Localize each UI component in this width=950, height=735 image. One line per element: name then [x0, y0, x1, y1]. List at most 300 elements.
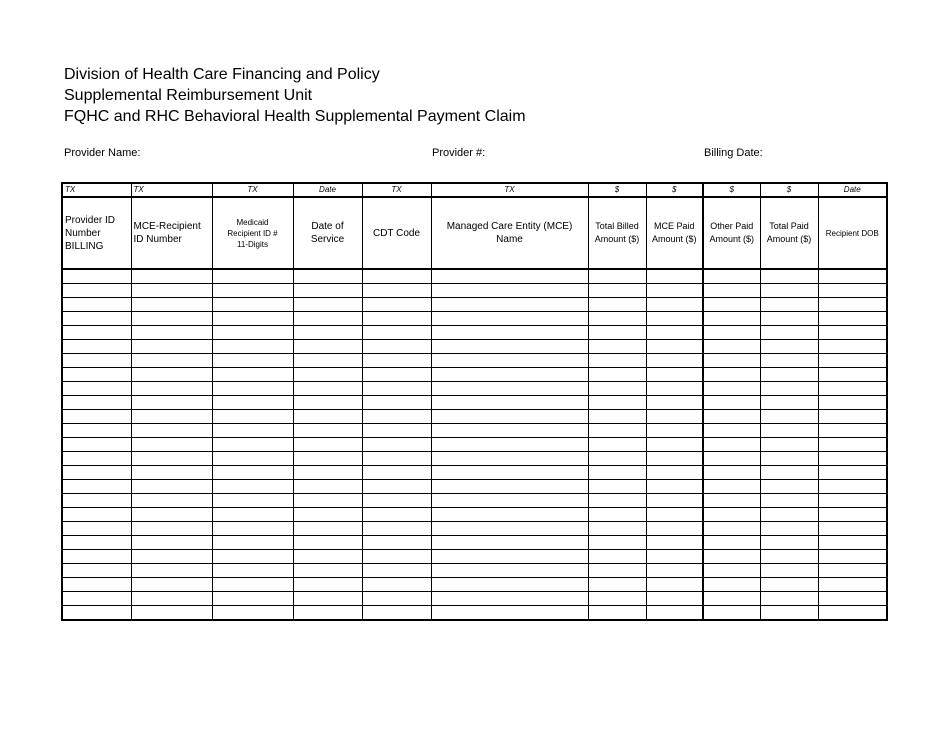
entry-cell[interactable] [131, 452, 212, 466]
entry-cell[interactable] [362, 410, 431, 424]
entry-cell[interactable] [212, 269, 293, 284]
entry-cell[interactable] [588, 536, 646, 550]
entry-cell[interactable] [62, 606, 131, 621]
entry-cell[interactable] [431, 396, 588, 410]
entry-cell[interactable] [431, 592, 588, 606]
entry-cell[interactable] [760, 494, 818, 508]
entry-cell[interactable] [293, 480, 362, 494]
entry-cell[interactable] [362, 480, 431, 494]
table-row [62, 424, 887, 438]
entry-cell[interactable] [62, 466, 131, 480]
table-row [62, 508, 887, 522]
entry-cell[interactable] [646, 536, 703, 550]
entry-cell[interactable] [62, 508, 131, 522]
entry-cell[interactable] [703, 592, 760, 606]
entry-cell[interactable] [588, 312, 646, 326]
entry-cell[interactable] [588, 396, 646, 410]
entry-cell[interactable] [212, 424, 293, 438]
entry-cell[interactable] [293, 578, 362, 592]
entry-cell[interactable] [212, 410, 293, 424]
table-row [62, 396, 887, 410]
entry-cell[interactable] [431, 269, 588, 284]
entry-cell[interactable] [818, 438, 887, 452]
entry-cell[interactable] [62, 269, 131, 284]
entry-cell[interactable] [293, 494, 362, 508]
entry-cell[interactable] [362, 466, 431, 480]
entry-cell[interactable] [646, 284, 703, 298]
entry-cell[interactable] [588, 592, 646, 606]
entry-cell[interactable] [760, 298, 818, 312]
entry-cell[interactable] [646, 564, 703, 578]
entry-cell[interactable] [646, 396, 703, 410]
table-row [62, 382, 887, 396]
entry-cell[interactable] [646, 424, 703, 438]
entry-cell[interactable] [703, 466, 760, 480]
entry-cell[interactable] [588, 410, 646, 424]
entry-cell[interactable] [646, 354, 703, 368]
entry-cell[interactable] [760, 312, 818, 326]
entry-cell[interactable] [818, 606, 887, 621]
entry-cell[interactable] [62, 340, 131, 354]
entry-cell[interactable] [760, 592, 818, 606]
entry-cell[interactable] [703, 522, 760, 536]
format-cell: TX [131, 183, 212, 197]
entry-cell[interactable] [293, 508, 362, 522]
entry-cell[interactable] [818, 340, 887, 354]
entry-cell[interactable] [588, 578, 646, 592]
entry-cell[interactable] [62, 494, 131, 508]
entry-cell[interactable] [646, 340, 703, 354]
entry-cell[interactable] [212, 382, 293, 396]
entry-cell[interactable] [760, 480, 818, 494]
entry-cell[interactable] [362, 340, 431, 354]
entry-cell[interactable] [760, 340, 818, 354]
entry-cell[interactable] [588, 284, 646, 298]
entry-cell[interactable] [646, 269, 703, 284]
entry-cell[interactable] [703, 564, 760, 578]
entry-cell[interactable] [131, 340, 212, 354]
entry-cell[interactable] [293, 312, 362, 326]
format-cell: Date [818, 183, 887, 197]
table-row [62, 550, 887, 564]
entry-cell[interactable] [760, 466, 818, 480]
entry-cell[interactable] [703, 354, 760, 368]
entry-cell[interactable] [818, 494, 887, 508]
entry-cell[interactable] [588, 438, 646, 452]
entry-cell[interactable] [646, 466, 703, 480]
entry-cell[interactable] [131, 550, 212, 564]
entry-cell[interactable] [131, 298, 212, 312]
entry-cell[interactable] [703, 340, 760, 354]
entry-cell[interactable] [818, 452, 887, 466]
entry-cell[interactable] [818, 269, 887, 284]
entry-cell[interactable] [293, 466, 362, 480]
entry-cell[interactable] [131, 578, 212, 592]
entry-cell[interactable] [646, 312, 703, 326]
entry-cell[interactable] [818, 508, 887, 522]
entry-cell[interactable] [431, 312, 588, 326]
entry-cell[interactable] [293, 340, 362, 354]
entry-cell[interactable] [62, 410, 131, 424]
entry-cell[interactable] [703, 536, 760, 550]
entry-cell[interactable] [62, 578, 131, 592]
entry-cell[interactable] [760, 606, 818, 621]
entry-cell[interactable] [646, 410, 703, 424]
entry-cell[interactable] [131, 564, 212, 578]
entry-cell[interactable] [212, 494, 293, 508]
entry-cell[interactable] [62, 396, 131, 410]
entry-cell[interactable] [212, 326, 293, 340]
entry-cell[interactable] [703, 606, 760, 621]
entry-cell[interactable] [293, 564, 362, 578]
entry-cell[interactable] [760, 438, 818, 452]
entry-cell[interactable] [431, 606, 588, 621]
entry-cell[interactable] [588, 550, 646, 564]
entry-cell[interactable] [760, 508, 818, 522]
entry-cell[interactable] [212, 536, 293, 550]
entry-cell[interactable] [362, 536, 431, 550]
entry-cell[interactable] [646, 452, 703, 466]
format-cell: $ [588, 183, 646, 197]
entry-cell[interactable] [293, 606, 362, 621]
entry-cell[interactable] [818, 522, 887, 536]
entry-cell[interactable] [818, 396, 887, 410]
entry-cell[interactable] [588, 466, 646, 480]
entry-cell[interactable] [362, 522, 431, 536]
entry-cell[interactable] [760, 522, 818, 536]
entry-cell[interactable] [818, 284, 887, 298]
entry-cell[interactable] [431, 536, 588, 550]
entry-cell[interactable] [131, 536, 212, 550]
entry-cell[interactable] [362, 269, 431, 284]
entry-cell[interactable] [131, 424, 212, 438]
entry-cell[interactable] [760, 452, 818, 466]
entry-cell[interactable] [131, 326, 212, 340]
entry-cell[interactable] [131, 466, 212, 480]
entry-cell[interactable] [62, 536, 131, 550]
entry-cell[interactable] [588, 340, 646, 354]
entry-cell[interactable] [646, 298, 703, 312]
entry-cell[interactable] [703, 368, 760, 382]
entry-cell[interactable] [818, 550, 887, 564]
entry-cell[interactable] [760, 396, 818, 410]
entry-cell[interactable] [62, 298, 131, 312]
entry-cell[interactable] [362, 382, 431, 396]
entry-cell[interactable] [362, 578, 431, 592]
entry-cell[interactable] [212, 578, 293, 592]
entry-cell[interactable] [362, 298, 431, 312]
entry-cell[interactable] [62, 522, 131, 536]
entry-cell[interactable] [212, 284, 293, 298]
table-row [62, 326, 887, 340]
entry-cell[interactable] [131, 592, 212, 606]
entry-cell[interactable] [62, 354, 131, 368]
entry-cell[interactable] [818, 298, 887, 312]
entry-cell[interactable] [293, 368, 362, 382]
entry-cell[interactable] [818, 424, 887, 438]
col-header-mce-paid: MCE Paid Amount ($) [646, 197, 703, 269]
entry-cell[interactable] [362, 326, 431, 340]
format-row [62, 183, 887, 197]
entry-cell[interactable] [293, 269, 362, 284]
entry-cell[interactable] [431, 452, 588, 466]
entry-cell[interactable] [703, 438, 760, 452]
entry-cell[interactable] [646, 494, 703, 508]
entry-cell[interactable] [212, 606, 293, 621]
entry-cell[interactable] [703, 298, 760, 312]
entry-cell[interactable] [362, 312, 431, 326]
entry-cell[interactable] [588, 494, 646, 508]
entry-cell[interactable] [293, 284, 362, 298]
entry-cell[interactable] [588, 354, 646, 368]
entry-cell[interactable] [760, 578, 818, 592]
entry-cell[interactable] [646, 550, 703, 564]
entry-cell[interactable] [212, 480, 293, 494]
entry-cell[interactable] [818, 536, 887, 550]
entry-cell[interactable] [212, 592, 293, 606]
entry-cell[interactable] [293, 536, 362, 550]
entry-cell[interactable] [131, 382, 212, 396]
entry-cell[interactable] [818, 368, 887, 382]
entry-cell[interactable] [293, 354, 362, 368]
entry-cell[interactable] [646, 326, 703, 340]
format-cell: $ [703, 183, 760, 197]
entry-cell[interactable] [588, 522, 646, 536]
entry-cell[interactable] [588, 606, 646, 621]
entry-cell[interactable] [131, 494, 212, 508]
entry-cell[interactable] [293, 382, 362, 396]
entry-cell[interactable] [293, 438, 362, 452]
entry-cell[interactable] [212, 438, 293, 452]
claim-table [61, 182, 888, 621]
division-title: Division of Health Care Financing and Policy [64, 66, 380, 83]
entry-cell[interactable] [588, 368, 646, 382]
entry-cell[interactable] [293, 298, 362, 312]
table-row [62, 410, 887, 424]
entry-cell[interactable] [431, 298, 588, 312]
entry-cell[interactable] [818, 592, 887, 606]
entry-cell[interactable] [62, 368, 131, 382]
table-row [62, 298, 887, 312]
entry-cell[interactable] [131, 410, 212, 424]
table-row [62, 284, 887, 298]
entry-cell[interactable] [362, 354, 431, 368]
entry-cell[interactable] [62, 452, 131, 466]
entry-cell[interactable] [646, 438, 703, 452]
entry-cell[interactable] [588, 508, 646, 522]
entry-cell[interactable] [760, 550, 818, 564]
entry-cell[interactable] [431, 578, 588, 592]
entry-cell[interactable] [588, 269, 646, 284]
entry-cell[interactable] [431, 410, 588, 424]
entry-cell[interactable] [293, 550, 362, 564]
entry-cell[interactable] [431, 368, 588, 382]
entry-cell[interactable] [362, 424, 431, 438]
entry-cell[interactable] [431, 284, 588, 298]
entry-cell[interactable] [212, 508, 293, 522]
entry-cell[interactable] [818, 312, 887, 326]
entry-cell[interactable] [362, 452, 431, 466]
entry-cell[interactable] [212, 312, 293, 326]
entry-cell[interactable] [362, 396, 431, 410]
table-row [62, 466, 887, 480]
entry-cell[interactable] [293, 424, 362, 438]
entry-cell[interactable] [431, 550, 588, 564]
entry-cell[interactable] [212, 522, 293, 536]
entry-cell[interactable] [588, 480, 646, 494]
entry-cell[interactable] [818, 480, 887, 494]
entry-cell[interactable] [703, 578, 760, 592]
entry-cell[interactable] [646, 368, 703, 382]
entry-cell[interactable] [760, 354, 818, 368]
entry-cell[interactable] [293, 410, 362, 424]
entry-cell[interactable] [431, 494, 588, 508]
entry-cell[interactable] [703, 382, 760, 396]
entry-cell[interactable] [131, 312, 212, 326]
entry-cell[interactable] [760, 564, 818, 578]
entry-cell[interactable] [818, 382, 887, 396]
entry-cell[interactable] [646, 508, 703, 522]
entry-cell[interactable] [588, 382, 646, 396]
entry-cell[interactable] [431, 522, 588, 536]
entry-cell[interactable] [293, 326, 362, 340]
entry-cell[interactable] [588, 326, 646, 340]
entry-cell[interactable] [818, 466, 887, 480]
entry-cell[interactable] [431, 480, 588, 494]
entry-cell[interactable] [646, 606, 703, 621]
entry-cell[interactable] [293, 522, 362, 536]
entry-cell[interactable] [588, 452, 646, 466]
provider-name-label: Provider Name: [64, 147, 141, 159]
entry-cell[interactable] [212, 368, 293, 382]
entry-cell[interactable] [818, 578, 887, 592]
entry-cell[interactable] [703, 424, 760, 438]
entry-cell[interactable] [131, 368, 212, 382]
entry-cell[interactable] [131, 438, 212, 452]
billing-date-label: Billing Date: [704, 147, 763, 159]
entry-cell[interactable] [131, 284, 212, 298]
entry-cell[interactable] [212, 396, 293, 410]
entry-cell[interactable] [646, 480, 703, 494]
entry-cell[interactable] [62, 550, 131, 564]
entry-cell[interactable] [703, 284, 760, 298]
entry-cell[interactable] [62, 438, 131, 452]
entry-cell[interactable] [62, 424, 131, 438]
entry-cell[interactable] [431, 354, 588, 368]
entry-cell[interactable] [588, 564, 646, 578]
entry-cell[interactable] [212, 340, 293, 354]
entry-cell[interactable] [431, 326, 588, 340]
entry-cell[interactable] [703, 550, 760, 564]
entry-cell[interactable] [431, 466, 588, 480]
format-cell: $ [646, 183, 703, 197]
entry-cell[interactable] [293, 452, 362, 466]
entry-cell[interactable] [818, 410, 887, 424]
entry-cell[interactable] [760, 269, 818, 284]
entry-cell[interactable] [212, 564, 293, 578]
entry-cell[interactable] [293, 396, 362, 410]
entry-cell[interactable] [62, 564, 131, 578]
entry-cell[interactable] [703, 452, 760, 466]
entry-cell[interactable] [131, 522, 212, 536]
entry-cell[interactable] [212, 550, 293, 564]
col-header-medicaid-recipient-id: Medicaid Recipient ID # 11-Digits [212, 197, 293, 269]
entry-cell[interactable] [646, 382, 703, 396]
entry-cell[interactable] [62, 480, 131, 494]
entry-cell[interactable] [431, 424, 588, 438]
entry-cell[interactable] [293, 592, 362, 606]
col-header-recipient-dob: Recipient DOB [818, 197, 887, 269]
entry-cell[interactable] [646, 592, 703, 606]
entry-cell[interactable] [212, 298, 293, 312]
entry-cell[interactable] [431, 340, 588, 354]
entry-cell[interactable] [760, 382, 818, 396]
entry-cell[interactable] [703, 269, 760, 284]
entry-cell[interactable] [703, 508, 760, 522]
entry-cell[interactable] [362, 550, 431, 564]
entry-cell[interactable] [703, 480, 760, 494]
entry-cell[interactable] [760, 424, 818, 438]
entry-cell[interactable] [362, 564, 431, 578]
entry-cell[interactable] [362, 592, 431, 606]
claim-rows [62, 269, 887, 620]
entry-cell[interactable] [131, 269, 212, 284]
entry-cell[interactable] [362, 606, 431, 621]
entry-cell[interactable] [703, 396, 760, 410]
entry-cell[interactable] [818, 326, 887, 340]
entry-cell[interactable] [703, 494, 760, 508]
entry-cell[interactable] [760, 284, 818, 298]
entry-cell[interactable] [362, 368, 431, 382]
entry-cell[interactable] [131, 354, 212, 368]
entry-cell[interactable] [62, 326, 131, 340]
entry-cell[interactable] [588, 424, 646, 438]
entry-cell[interactable] [818, 354, 887, 368]
entry-cell[interactable] [212, 466, 293, 480]
entry-cell[interactable] [760, 410, 818, 424]
entry-cell[interactable] [431, 438, 588, 452]
entry-cell[interactable] [62, 284, 131, 298]
entry-cell[interactable] [703, 312, 760, 326]
entry-cell[interactable] [362, 438, 431, 452]
entry-cell[interactable] [703, 326, 760, 340]
entry-cell[interactable] [431, 508, 588, 522]
entry-cell[interactable] [646, 522, 703, 536]
entry-cell[interactable] [131, 396, 212, 410]
entry-cell[interactable] [362, 284, 431, 298]
entry-cell[interactable] [646, 578, 703, 592]
entry-cell[interactable] [212, 452, 293, 466]
entry-cell[interactable] [760, 368, 818, 382]
entry-cell[interactable] [431, 564, 588, 578]
entry-cell[interactable] [62, 312, 131, 326]
entry-cell[interactable] [362, 494, 431, 508]
entry-cell[interactable] [760, 326, 818, 340]
entry-cell[interactable] [131, 508, 212, 522]
entry-cell[interactable] [431, 382, 588, 396]
format-cell: $ [760, 183, 818, 197]
entry-cell[interactable] [588, 298, 646, 312]
entry-cell[interactable] [131, 606, 212, 621]
entry-cell[interactable] [212, 354, 293, 368]
entry-cell[interactable] [760, 536, 818, 550]
entry-cell[interactable] [62, 382, 131, 396]
entry-cell[interactable] [818, 564, 887, 578]
entry-cell[interactable] [703, 410, 760, 424]
entry-cell[interactable] [362, 508, 431, 522]
entry-cell[interactable] [131, 480, 212, 494]
entry-cell[interactable] [62, 592, 131, 606]
